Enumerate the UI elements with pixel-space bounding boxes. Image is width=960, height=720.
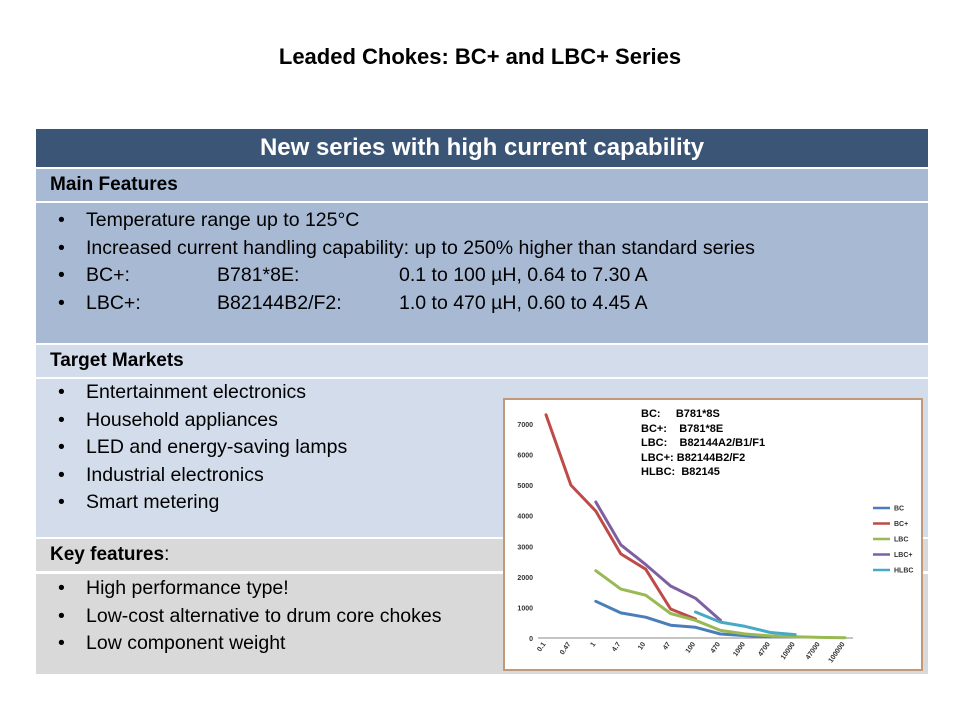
x-tick-label: 1000: [732, 641, 747, 658]
note-line: LBC+: B82144B2/F2: [641, 451, 746, 464]
series-name: LBC+:: [86, 291, 141, 314]
main-features-list: [36, 203, 928, 343]
legend-label: HLBC: [894, 567, 914, 575]
y-tick-label: 4000: [517, 513, 533, 521]
key-feature-text: Low component weight: [86, 632, 286, 654]
x-tick-label: 0.1: [536, 641, 548, 654]
x-tick-label: 0.47: [559, 641, 573, 657]
market-text: Smart metering: [86, 491, 220, 513]
y-tick-label: 3000: [517, 544, 533, 552]
target-markets-heading: Target Markets: [36, 345, 928, 377]
legend-label: LBC: [894, 536, 909, 544]
spec-range: 0.1 to 100 µH, 0.64 to 7.30 A: [399, 264, 648, 286]
bullet-icon: •: [58, 264, 65, 286]
bullet-icon: •: [58, 209, 65, 231]
chart-series-note: [641, 407, 765, 480]
x-tick-label: 100000: [827, 641, 847, 665]
series-line-lbc: [596, 571, 845, 638]
list-item: [58, 262, 928, 290]
x-tick-label: 47: [662, 641, 673, 652]
y-tick-label: 5000: [517, 483, 533, 491]
part-number: B82144B2/F2:: [217, 291, 342, 314]
legend-label: BC+: [894, 521, 909, 528]
slide-title: Leaded Chokes: BC+ and LBC+ Series: [278, 44, 682, 69]
x-tick-label: 4700: [757, 641, 772, 658]
legend-label: BC: [894, 505, 905, 513]
bullet-icon: •: [58, 381, 65, 403]
x-tick-label: 470: [709, 641, 723, 655]
y-tick-label: 6000: [517, 452, 533, 460]
x-tick-label: 10000: [779, 641, 797, 662]
market-text: LED and energy-saving lamps: [86, 436, 348, 458]
note-line: HLBC: B82145: [641, 466, 720, 478]
bullet-icon: •: [58, 436, 65, 458]
market-text: Entertainment electronics: [86, 381, 307, 403]
key-features-title: Key features: [50, 544, 165, 565]
list-item: [58, 207, 928, 235]
series-name: BC+:: [86, 264, 130, 286]
list-item: [58, 290, 928, 318]
key-feature-text: Low-cost alternative to drum core chokes: [86, 604, 442, 627]
bullet-icon: •: [58, 236, 65, 259]
bullet-icon: •: [58, 632, 65, 654]
y-tick-label: 1000: [517, 605, 533, 613]
list-item: [58, 235, 928, 263]
x-tick-label: 47000: [804, 641, 822, 662]
note-line: LBC: B82144A2/B1/F1: [641, 437, 766, 449]
bullet-icon: •: [58, 491, 65, 513]
x-tick-label: 4.7: [611, 641, 623, 654]
key-feature-text: High performance type!: [86, 577, 289, 599]
note-line: BC+: B781*8E: [641, 422, 724, 435]
key-features-colon: :: [164, 544, 170, 565]
feature-text: Temperature range up to 125°C: [86, 209, 360, 231]
y-tick-label: 0: [529, 636, 533, 643]
feature-text: Increased current handling capability: up to 250% higher than standard series: [86, 236, 755, 259]
bullet-icon: •: [58, 577, 65, 599]
part-number: B781*8E:: [217, 264, 300, 286]
main-features-heading: Main Features: [36, 169, 928, 201]
x-tick-label: 100: [684, 641, 698, 655]
note-line: BC: B781*8S: [641, 408, 720, 420]
legend-label: LBC+: [894, 552, 913, 559]
series-line-bc: [596, 601, 771, 637]
bullet-icon: •: [58, 291, 65, 314]
spec-range: 1.0 to 470 µH, 0.60 to 4.45 A: [399, 291, 648, 314]
bullet-icon: •: [58, 463, 65, 486]
bullet-icon: •: [58, 604, 65, 627]
y-tick-label: 2000: [517, 574, 533, 582]
market-text: Household appliances: [86, 408, 278, 431]
current-rating-chart: [503, 398, 923, 671]
y-tick-label: 7000: [517, 422, 533, 429]
x-tick-label: 1: [589, 641, 598, 649]
market-text: Industrial electronics: [86, 463, 264, 486]
section-banner: New series with high current capability: [36, 129, 928, 167]
bullet-icon: •: [58, 408, 65, 431]
x-tick-label: 10: [637, 641, 648, 652]
